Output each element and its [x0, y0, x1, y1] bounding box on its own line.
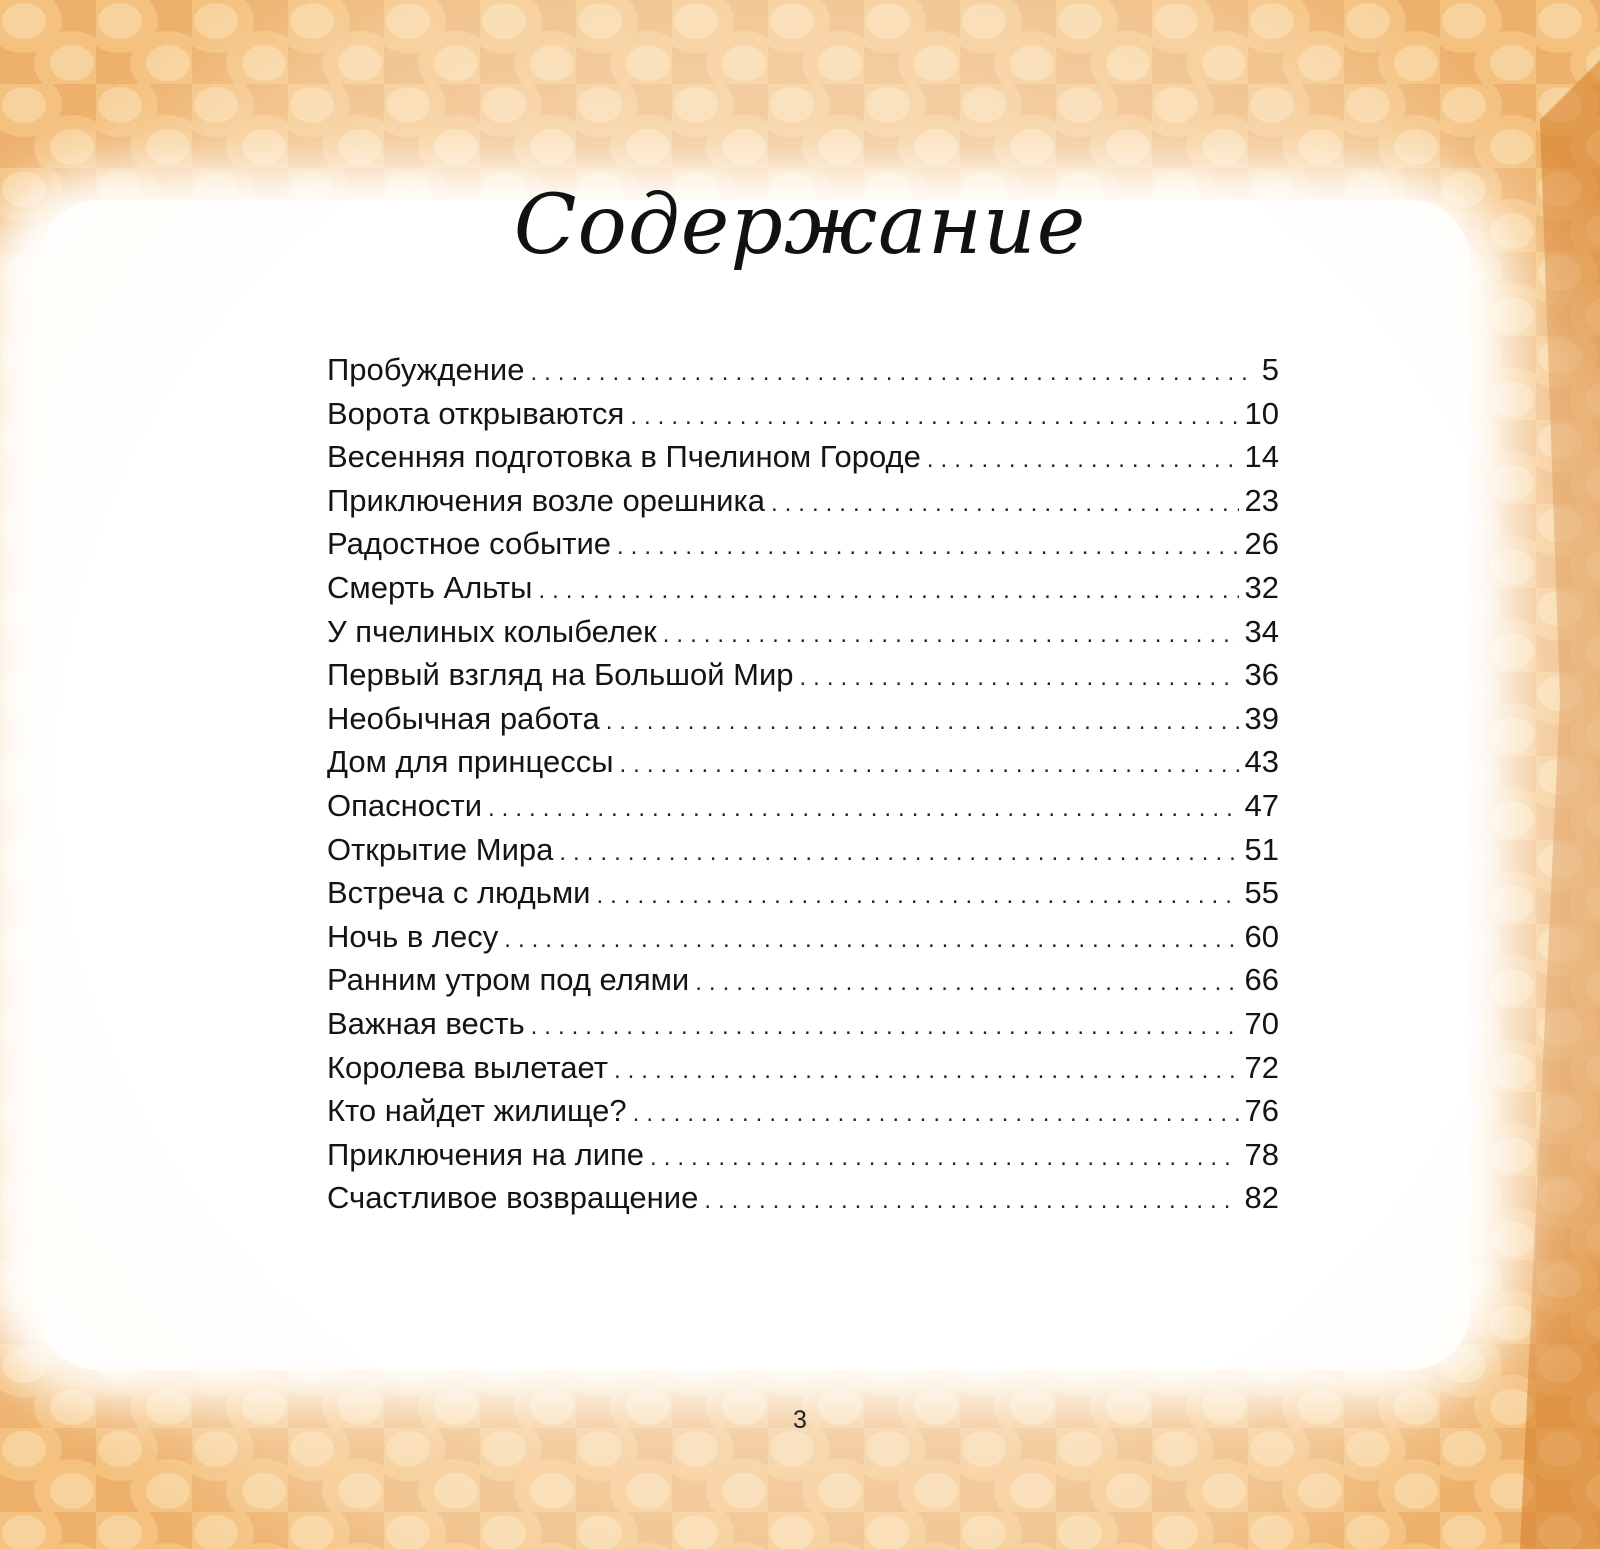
dot-leader [704, 1187, 1238, 1215]
toc-entry [327, 439, 1279, 483]
dot-leader [596, 882, 1238, 910]
dot-leader [617, 533, 1239, 561]
toc-entry-title: Весенняя подготовка в Пчелином Городе [327, 439, 921, 475]
toc-entry [327, 962, 1279, 1006]
toc-entry-title: Важная весть [327, 1005, 525, 1041]
page-number: 3 [793, 1406, 807, 1434]
toc-entry-page: 78 [1244, 1136, 1279, 1172]
dot-leader [633, 1100, 1239, 1128]
toc-entry [327, 1137, 1279, 1181]
dot-leader [530, 359, 1255, 387]
toc-entry [327, 1050, 1279, 1094]
toc-entry-title: У пчелиных колыбелек [327, 613, 657, 649]
toc-entry [327, 788, 1279, 832]
toc-entry [327, 352, 1279, 396]
toc-entry-page: 26 [1244, 526, 1279, 562]
toc-entry [327, 1006, 1279, 1050]
toc-entry [327, 396, 1279, 440]
dot-leader [488, 795, 1239, 823]
toc-entry [327, 570, 1279, 614]
toc-entry-title: Первый взгляд на Большой Мир [327, 657, 794, 693]
toc-entry-title: Ночь в лесу [327, 918, 499, 954]
dot-leader [771, 490, 1239, 518]
toc-entry-title: Встреча с людьми [327, 875, 591, 911]
toc-entry-page: 32 [1244, 569, 1279, 605]
toc-entry [327, 526, 1279, 570]
toc-entry-title: Кто найдет жилище? [327, 1093, 627, 1129]
toc-entry-page: 72 [1244, 1049, 1279, 1085]
toc-entry-title: Ранним утром под елями [327, 962, 690, 998]
toc-entry [327, 614, 1279, 658]
dot-leader [504, 926, 1238, 954]
toc-entry-title: Дом для принцессы [327, 744, 614, 780]
toc-entry-page: 55 [1244, 875, 1279, 911]
toc-entry-title: Радостное событие [327, 526, 612, 562]
toc-entry-page: 47 [1244, 787, 1279, 823]
toc-entry [327, 832, 1279, 876]
dot-leader [559, 839, 1238, 867]
dot-leader [614, 1057, 1239, 1085]
table-of-contents [327, 352, 1279, 1224]
dot-leader [538, 577, 1238, 605]
toc-entry [327, 1180, 1279, 1224]
dot-leader [606, 708, 1239, 736]
toc-entry-page: 43 [1244, 744, 1279, 780]
dot-leader [619, 751, 1238, 779]
toc-entry-page: 5 [1261, 352, 1279, 387]
toc-entry [327, 919, 1279, 963]
toc-entry-page: 14 [1244, 439, 1279, 475]
toc-entry-page: 82 [1244, 1180, 1279, 1216]
toc-entry-page: 34 [1244, 613, 1279, 649]
toc-entry-page: 36 [1244, 657, 1279, 693]
toc-entry-title: Приключения на липе [327, 1136, 645, 1172]
toc-entry-title: Ворота открываются [327, 395, 625, 431]
toc-entry-title: Необычная работа [327, 700, 600, 736]
toc-entry-page: 76 [1244, 1093, 1279, 1129]
toc-entry [327, 483, 1279, 527]
dot-leader [800, 664, 1239, 692]
toc-entry-page: 23 [1244, 482, 1279, 518]
dot-leader [531, 1013, 1239, 1041]
dot-leader [630, 403, 1238, 431]
dot-leader [927, 446, 1239, 474]
toc-entry [327, 1093, 1279, 1137]
page-title: Содержание [513, 178, 1087, 273]
toc-entry-title: Счастливое возвращение [327, 1180, 699, 1216]
toc-entry [327, 875, 1279, 919]
dot-leader [695, 969, 1238, 997]
toc-entry [327, 657, 1279, 701]
toc-entry-page: 10 [1244, 395, 1279, 431]
dot-leader [650, 1144, 1238, 1172]
toc-entry-title: Открытие Мира [327, 831, 554, 867]
toc-entry [327, 744, 1279, 788]
toc-entry-page: 51 [1244, 831, 1279, 867]
toc-entry-page: 60 [1244, 918, 1279, 954]
toc-entry-title: Смерть Альты [327, 569, 533, 605]
toc-entry-title: Опасности [327, 787, 483, 823]
toc-entry-title: Приключения возле орешника [327, 482, 765, 518]
toc-entry-page: 39 [1244, 700, 1279, 736]
toc-entry-page: 66 [1244, 962, 1279, 998]
toc-entry-title: Пробуждение [327, 352, 525, 387]
dot-leader [663, 621, 1239, 649]
toc-entry-title: Королева вылетает [327, 1049, 608, 1085]
toc-entry-page: 70 [1244, 1005, 1279, 1041]
toc-entry [327, 701, 1279, 745]
